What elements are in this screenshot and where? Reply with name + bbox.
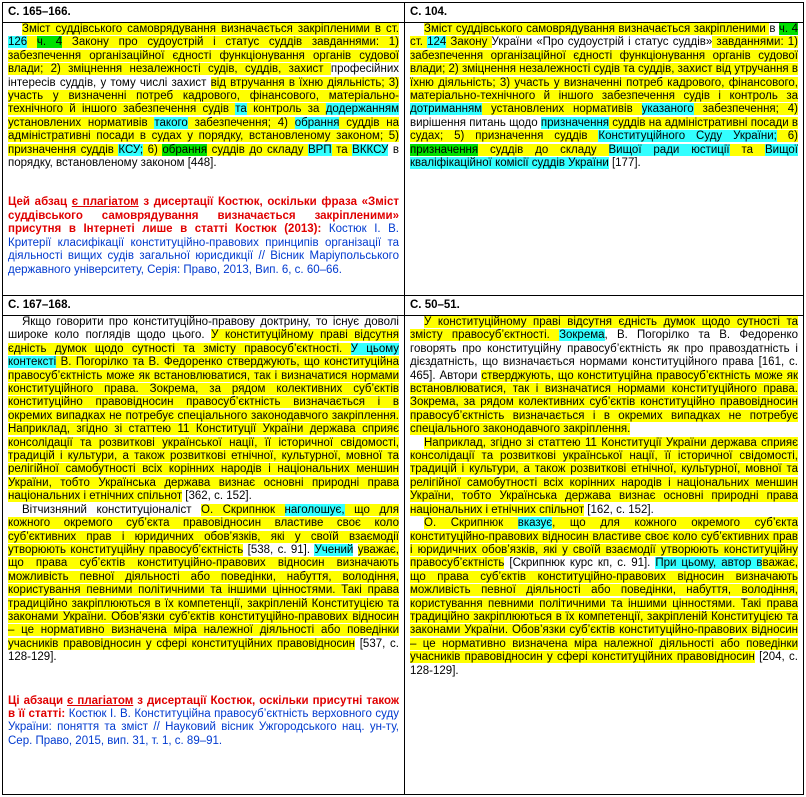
highlighted-text: призначення <box>410 143 479 156</box>
plagiarism-verdict: Цей абзац є плагіатом з дисертації Костюк, оскільки фраза «Зміст суддівського самоврядування визначається закріпленими» присутня в Інтернеті лише в статті Костюк (2013): Костюк І. В. Критерії класифікації конституційно-правових принципів організації та діяльності вищих судів загальної юрисдикції // Вісник Маріупольського державного університету, Серія: Право, 2013, Вип. 6, с. 60–66. <box>8 196 399 276</box>
highlighted-text: 126 <box>8 36 28 49</box>
highlighted-text: ч. 4 <box>36 36 63 49</box>
content-row-1 <box>3 23 804 296</box>
highlighted-text: 6) <box>143 143 163 156</box>
text-run: Якщо говорити про конституційно-правову доктрину, то існує доволі широке коло поглядів щодо цього. <box>8 316 399 342</box>
highlighted-text: завданнями: 1) забезпечення організаційної єдності функціонування органів судової влади; 2) зміцнення незалежності судів та суддів, захист <box>410 36 798 76</box>
highlighted-text: та <box>331 143 353 156</box>
highlighted-text: забезпечення; 4) <box>693 103 798 116</box>
cell-dissertation-1 <box>3 23 405 296</box>
highlighted-text: ст. <box>410 36 428 49</box>
highlighted-text: від утручання в їхню діяльність; 3) участь у визначенні потреб кадрового, фінансового, матеріально-технічного й іншого забезпечення судів і контроль за <box>410 63 798 103</box>
highlighted-text: указаного <box>641 103 694 116</box>
highlighted-text: ВРП <box>307 143 332 156</box>
page-ref-right-2: С. 50–51. <box>405 296 804 316</box>
highlighted-text: контроль за <box>246 103 326 116</box>
page-ref-left-1: С. 165–166. <box>3 3 405 23</box>
text-run: професійних інтересів суддів, у тому числі захист <box>8 63 399 89</box>
highlighted-text: вказує <box>517 517 553 530</box>
plagiarism-verdict: Ці абзаци є плагіатом з дисертації Костюк, оскільки присутні також в її статті: Костюк І. В. Конституційна правосуб’єктність верховного суду України: поняття та зміст // Науковий вісник Ужгородського нац. ун-ту, Сер. Право, 2015, вип. 31, т. 1, с. 89–91. <box>8 694 399 747</box>
highlighted-text: Зміст суддівського самоврядування визначається закріпленими в ст. <box>22 23 399 35</box>
highlighted-text: 124 <box>427 36 447 49</box>
highlighted-text: дотриманням <box>410 103 483 116</box>
highlighted-text: КСУ; <box>118 143 144 156</box>
source-citation: Костюк І. В. Конституційна правосуб’єктність верховного суду України: поняття та зміст // Науковий вісник Ужгородського нац. ун-ту, Сер. Право, 2015, вип. 31, т. 1, с. 89–91. <box>8 707 399 747</box>
highlighted-text: стверджують, що конституційна правосуб’єктність може як встановлюватися, так і визначатися нормами конституційного права. Зокрема, за рядом колективних суб’єктів конституційно правовідносин правосуб’єктність визначається і в окремих випадках не потребує спеціального законодавчого закріплення. <box>410 369 798 436</box>
highlighted-text: призначення <box>540 116 610 129</box>
highlighted-text: суддів на адміністративні посади в судах; 5) призначення суддів <box>410 116 799 143</box>
highlighted-text: Закону про судоустрій і статус суддів завданнями: 1) забезпечення організаційної єдності функціонування органів судової влади; 2) зміцнення незалежності судів, суддів, захист <box>8 36 399 76</box>
paragraph <box>8 23 399 170</box>
header-row-2 <box>3 296 804 316</box>
highlighted-text: Конституційного Суду України; <box>598 130 777 143</box>
highlighted-text: Закону <box>446 36 492 49</box>
page-ref-left-2: С. 167–168. <box>3 296 405 316</box>
highlighted-text: та <box>729 143 765 156</box>
source-citation: Костюк І. В. Критерії класифікації конституційно-правових принципів організації та діяльності вищих судів загальної юрисдикції // Вісник Маріупольського державного університету, Серія: Право, 2013, Вип. 6, с. 60–66. <box>8 223 399 276</box>
highlighted-text: , що для кожного окремого суб’єкта конституційно-правових відносин властиве своє коло суб’єктивних прав і юридичних обов’язків, які у своїй взаємодії утворюють конституційну правосуб’єктність <box>410 517 798 570</box>
text-run: Вітчизняний конституціоналіст <box>22 503 201 516</box>
text-run: [362, с. 152]. <box>182 490 252 503</box>
highlighted-text: додержанням <box>325 103 399 116</box>
highlighted-text: Наприклад, згідно зі статтею 11 Конституції України держава сприяє консолідації та розвиткові української нації, її історичної свідомості, традицій і культури, а також розвиткові етнічної, культурної, мовної та релігійної самобутності всіх корінних народів і національних меншин України, тобто Українська держава визнає основні природні права національних і етнічних спільнот <box>410 436 798 516</box>
text-run: вирішення питань щодо <box>410 116 541 129</box>
highlighted-text: обрання <box>162 143 208 156</box>
cell-dissertation-2 <box>3 316 405 795</box>
highlighted-text: У конституційному праві відсутня єдність думок щодо сутності та змісту правосуб’єктності. <box>8 329 399 355</box>
highlighted-text: О. Скрипнюк <box>424 517 518 530</box>
highlighted-text: установлених нормативів <box>482 103 642 116</box>
highlighted-text: Зокрема <box>559 329 605 342</box>
paragraph <box>8 316 399 504</box>
text-run: в порядку, встановленому законом [448]. <box>8 143 399 170</box>
highlighted-text: ВККСУ <box>352 143 389 156</box>
content-row-2 <box>3 316 804 795</box>
paragraph <box>410 437 798 517</box>
paragraph <box>410 316 798 437</box>
highlighted-text: У цьому контексті <box>8 342 399 369</box>
text-run: України «Про судоустрій і статус суддів» <box>491 36 713 49</box>
highlighted-text: 6) <box>776 130 799 143</box>
highlighted-text: наголошує, <box>284 503 345 516</box>
text-run: [Скрипнюк курс кп, с. 91]. <box>504 557 656 570</box>
highlighted-text: ад, згідно зі статтею 11 Конституції України держава сприяє консолідації та розвиткові української нації, її історичної свідомості, традицій і культури, а також розвиткові етнічної, культурної, мовної та релігійної самобутності всіх корінних народів і національних меншин України, тобто Українська держава визнає основні природні права національних і етнічних спільнот <box>8 423 399 503</box>
highlighted-text: установлених нормативів <box>8 116 155 129</box>
highlighted-text: забезпечення; 4) <box>187 116 295 129</box>
paragraph <box>410 23 798 170</box>
paragraph <box>8 504 399 665</box>
header-row-1 <box>3 3 804 23</box>
cell-source-1 <box>405 23 804 296</box>
highlighted-text: Зміст суддівського самоврядування визначається закріпленими <box>424 23 770 35</box>
highlighted-text: О. Скрипнюк <box>201 503 285 516</box>
text-run: [162, с. 152]. <box>584 503 654 516</box>
text-run: [538, с. 91]. <box>243 543 315 556</box>
highlighted-text: Вищої ради юстиції <box>608 143 730 156</box>
text-run: [177]. <box>608 157 641 170</box>
highlighted-text: такого <box>154 116 188 129</box>
cell-source-2 <box>405 316 804 795</box>
text-run: , В. Погорілко та В. Федоренко говорять про конституційну правосуб’єктність як про правоздатність і дієздатність, що визначається нормами конституційного права [161, с. 465]. Автори <box>410 329 799 382</box>
text-run: [204, с. 128-129]. <box>410 651 798 677</box>
comparison-table <box>2 2 804 795</box>
highlighted-text: що для кожного окремого суб’єкта правовідносин властиве своє коло суб’єктивних прав і юридичних обов’язків, які у своїй взаємодії утворюють конституційну правосуб’єктність <box>8 503 399 556</box>
highlighted-text: уважає, що права суб’єктів конституційно-правових відносин визначають можливість певної діяльності або поведінки, набуття, володіння, користування певними політичними та іншими цінностями. Такі права традиційно закріплюються в їх компетенції, закріпленій Конституцією та законами України. Обов’язки суб’єктів конституційно-правових відносин – це нормативно визначена міра належної діяльності або поведінки учасників правовідносин у сфері конституційних правовідносин <box>8 543 399 650</box>
page-ref-right-1: С. 104. <box>405 3 804 23</box>
highlighted-text: від втручання в їхню діяльність; 3) участь у визначенні потреб кадрового, фінансового, матеріально-технічного й іншого забезпечення судів <box>8 76 399 116</box>
highlighted-text: Вищої кваліфікаційної комісії суддів України <box>410 143 798 170</box>
highlighted-text: суддів на адміністративні посади в судах у порядку, встановленому законом; 5) призначення суддів <box>8 116 399 156</box>
highlighted-text: суддів до складу <box>478 143 609 156</box>
highlighted-text: Учений <box>314 543 354 556</box>
highlighted-text: обрання <box>294 116 340 129</box>
highlighted-text: При цьому, автор в <box>655 557 763 570</box>
highlighted-text: У конституційному праві відсутня єдність думок щодо сутності та змісту правосуб’єктності. <box>410 316 798 342</box>
text-run: [537, с. 128-129]. <box>8 637 399 664</box>
text-run: в <box>769 23 779 35</box>
highlighted-text: ч. 4 <box>778 23 798 35</box>
highlighted-text <box>27 36 37 48</box>
highlighted-text: В. Погорілко та В. Федоренко стверджують, що конституційна правосуб’єктність може як встановлюватися, так і визначатися нормами конституційного права. Зокрема, за рядом колективних суб’єктів конституційно правовідносин правосуб’єктність визначається і в окремих випадках не потребує спеціального законодавчого закріплення. Наприкл <box>8 356 399 436</box>
highlighted-text: важає, що права суб’єктів конституційно-правових відносин визначають можливість певної діяльності або поведінки, набуття, володіння, користування певними політичними та іншими цінностями. Такі права традиційно закріплюються в їх компетенції, закріпленій Конституцією та законами України. Обов’язки суб’єктів конституційно-правових відносин – це нормативно визначена міра належної діяльності або поведінки учасників правовідносин у сфері конституційних правовідносин <box>410 557 799 664</box>
highlighted-text: та <box>235 103 247 116</box>
paragraph <box>410 517 798 678</box>
highlighted-text: суддів до складу <box>207 143 308 156</box>
